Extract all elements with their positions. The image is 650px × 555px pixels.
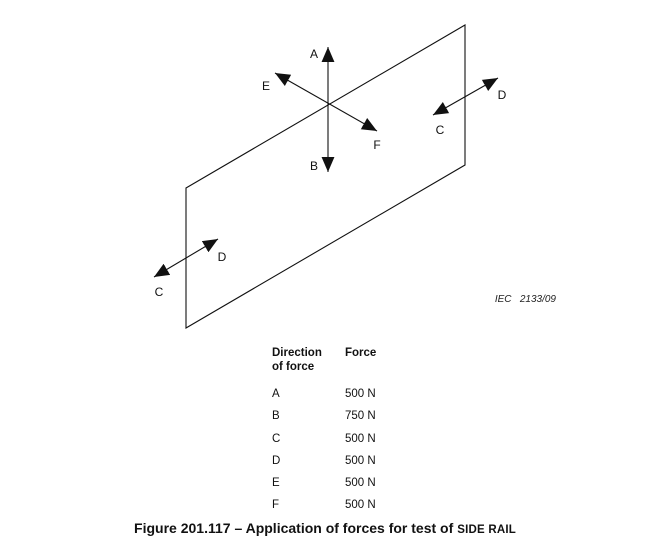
table-row [272, 409, 442, 431]
force-label-b: B [309, 159, 318, 173]
figure-caption [0, 520, 650, 536]
table-row [272, 454, 442, 476]
table-row [272, 498, 442, 520]
force-label-c-right: C [435, 123, 445, 137]
table-row [272, 387, 442, 409]
force-table-body [272, 387, 442, 521]
force-table [272, 346, 442, 521]
figure-caption-text: Figure 201.117 – Application of forces for test of [134, 520, 454, 536]
arrow-e-f [275, 73, 377, 131]
force-label-d-left: D [217, 250, 227, 264]
direction-cell: A [272, 388, 280, 400]
force-label-a: A [309, 47, 318, 61]
figure-caption-term: SIDE RAIL [457, 524, 516, 536]
header-force: Force [345, 347, 377, 359]
force-label-f: F [373, 138, 381, 152]
direction-cell: B [272, 410, 280, 423]
force-cell: 500 N [345, 388, 376, 400]
force-cell: 500 N [345, 477, 376, 490]
direction-cell: F [272, 499, 280, 512]
force-cell: 750 N [345, 410, 376, 423]
iec-drawing-credit: IEC 2133/09 [494, 294, 556, 305]
direction-cell: C [272, 432, 281, 445]
direction-cell: D [272, 454, 281, 467]
force-label-e: E [261, 79, 271, 93]
force-table-header [272, 346, 442, 374]
force-label-d-right: D [497, 88, 507, 102]
force-cell: 500 N [345, 432, 376, 445]
force-cell: 500 N [345, 499, 376, 512]
header-direction-of-force: Direction of force [272, 347, 322, 373]
table-row [272, 432, 442, 454]
force-label-c-left: C [154, 285, 164, 299]
force-cell: 500 N [345, 454, 376, 467]
direction-cell: E [272, 477, 280, 490]
side-rail-panel [186, 25, 465, 328]
table-row [272, 476, 442, 498]
